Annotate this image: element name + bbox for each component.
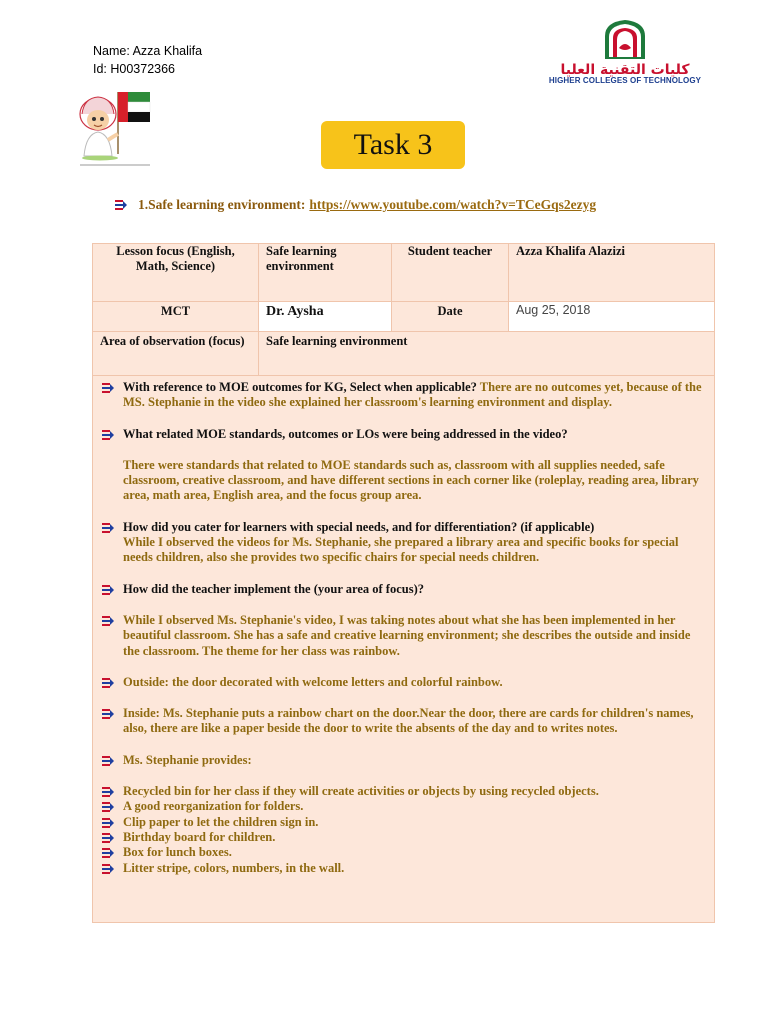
arrow-bullet-icon: [101, 707, 115, 721]
arrow-bullet-icon: [114, 198, 128, 212]
provided-item: Birthday board for children.: [123, 829, 276, 844]
college-name-english: HIGHER COLLEGES OF TECHNOLOGY: [548, 76, 702, 85]
list-item: [123, 706, 704, 737]
list-item: [123, 520, 704, 535]
list-item: [123, 613, 704, 659]
date-label: Date: [392, 302, 509, 332]
list-item: [123, 861, 704, 876]
observation-text: Inside: Ms. Stephanie puts a rainbow chart on the door.Near the door, there are cards for children's names, also, there are like a paper beside the door to write the absents of the day and to writes notes.: [123, 706, 694, 736]
question-text: With reference to MOE outcomes for KG, Select when applicable?: [123, 380, 477, 394]
question-text: What related MOE standards, outcomes or LOs were being addressed in the video?: [123, 426, 568, 441]
arrow-bullet-icon: [101, 862, 115, 876]
arrow-bullet-icon: [101, 816, 115, 830]
list-item: [123, 582, 704, 597]
observation-text: While I observed Ms. Stephanie's video, I was taking notes about what she has been implemented in her beautiful classroom. She has a safe and creative learning environment; she describes the outside and inside the classroom. The theme for her class was rainbow.: [123, 612, 691, 658]
list-item: [123, 784, 704, 799]
table-row: [93, 332, 715, 376]
mct-label: MCT: [93, 302, 259, 332]
observation-content: [93, 376, 715, 923]
question-text: How did the teacher implement the (your area of focus)?: [123, 581, 425, 596]
list-item: [123, 753, 704, 768]
question-text: How did you cater for learners with special needs, and for differentiation? (if applicable): [123, 519, 595, 534]
observation-text: Outside: the door decorated with welcome letters and colorful rainbow.: [123, 674, 503, 689]
provided-item: Recycled bin for her class if they will create activities or objects by using recycled objects.: [123, 784, 599, 799]
provided-item: A good reorganization for folders.: [123, 799, 304, 814]
arrow-bullet-icon: [101, 754, 115, 768]
arrow-bullet-icon: [101, 381, 115, 395]
arrow-bullet-icon: [101, 428, 115, 442]
arrow-bullet-icon: [101, 831, 115, 845]
list-item: [123, 675, 704, 690]
task-title-badge: [321, 121, 465, 169]
arrow-bullet-icon: [101, 785, 115, 799]
area-value: Safe learning environment: [259, 332, 715, 376]
mascot-flag-logo: [70, 84, 160, 170]
area-label: Area of observation (focus): [93, 332, 259, 376]
list-item: [123, 380, 704, 411]
table-row: [93, 302, 715, 332]
student-info: [93, 42, 202, 78]
provided-item: Box for lunch boxes.: [123, 845, 232, 860]
list-item: [123, 427, 704, 442]
college-name-arabic: كليات التقنية العليا: [560, 62, 690, 78]
college-logo: [545, 18, 705, 86]
lesson-focus-label: Lesson focus (English, Math, Science): [93, 244, 259, 302]
lesson-focus-value: Safe learning environment: [259, 244, 392, 302]
video-link[interactable]: https://www.youtube.com/watch?v=TCeGqs2ezyg: [309, 197, 597, 212]
answer-text: There were standards that related to MOE standards such as, classroom with all supplies needed, safe classroom, creative classroom, and have different sections in each corner like (roleplay, reading area, library area, math area, English area, and the focus group area.: [123, 457, 699, 503]
arrow-bullet-icon: [101, 800, 115, 814]
observation-table: [92, 243, 715, 923]
arrow-bullet-icon: [101, 676, 115, 690]
video-label: 1.Safe learning environment:: [138, 197, 306, 212]
arrow-bullet-icon: [101, 583, 115, 597]
answer-text: There are no outcomes yet, because of the MS. Stephanie in the video she explained her classroom's learning environment and display.: [123, 380, 702, 410]
student-teacher-label: Student teacher: [392, 244, 509, 302]
list-item: [123, 815, 704, 830]
student-id: Id: H00372366: [93, 62, 176, 76]
task-title: Task 3: [353, 128, 433, 161]
mct-value: Dr. Aysha: [259, 302, 392, 332]
arrow-bullet-icon: [101, 846, 115, 860]
list-item: [123, 845, 704, 860]
provided-item: Litter stripe, colors, numbers, in the wall.: [123, 860, 345, 875]
observation-text: Ms. Stephanie provides:: [123, 752, 252, 767]
student-name: Name: Azza Khalifa: [93, 44, 203, 58]
table-row: [93, 376, 715, 923]
provided-item: Clip paper to let the children sign in.: [123, 814, 319, 829]
list-item: [123, 799, 704, 814]
arrow-bullet-icon: [101, 521, 115, 535]
table-row: [93, 244, 715, 302]
video-reference: [114, 197, 596, 213]
student-teacher-value: Azza Khalifa Alazizi: [509, 244, 715, 302]
college-emblem-icon: [545, 18, 705, 62]
date-value: Aug 25, 2018: [509, 302, 715, 332]
arrow-bullet-icon: [101, 614, 115, 628]
answer-text: While I observed the videos for Ms. Stephanie, she prepared a library area and specific books for special needs children, also she provides two specific chairs for special needs children.: [123, 535, 679, 565]
list-item: [123, 830, 704, 845]
